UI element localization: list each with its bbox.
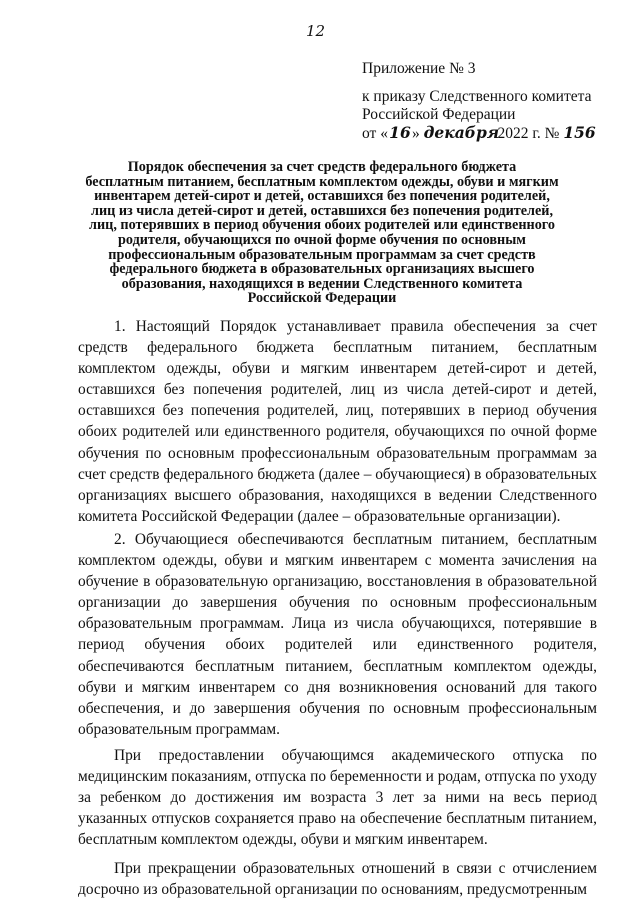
appendix-title: Приложение № 3 [362,60,476,77]
title-line: федерального бюджета в образовательных организациях высшего [109,261,535,278]
date-year: 2022 г. № [497,125,560,142]
date-month-handwritten: декабря [423,123,500,142]
title-line: Российской Федерации [247,290,397,307]
title-line: родителя, обучающихся по очной форме обучения по основным [118,231,526,248]
paragraph-2: 2. Обучающиеся обеспечиваются бесплатным питанием, бесплатным комплектом одежды, обуви и мягким инвентарем с момента зачисления на обучение в образовательную организацию, восстановления в образовательной организации до завершения обучения по основным профессиональным образовательным программам. Лица из числа обучающихся, потерявшие в период обучения обоих родителей или единственного родителя, обеспечиваются бесплатным питанием, бесплатным комплектом одежды, обуви и мягким инвентарем со дня возникновения оснований для такого обеспечения, и до завершения обучения по основным профессиональным образовательным программам. [78,530,597,738]
document-title [78,160,566,306]
appendix-header [362,60,622,143]
date-separator: » [411,125,420,142]
page-number: 12 [306,22,326,40]
date-prefix: от « [362,125,388,142]
paragraph-4: При прекращении образовательных отношений в связи с отчислением досрочно из образовательной организации по основаниям, предусмотренным [78,860,597,899]
title-line: профессиональным образовательным программам за счет средств [108,246,536,263]
appendix-date-line [362,124,622,143]
title-line: лиц из числа детей-сирот и детей, оставшихся без попечения родителей, [90,202,554,219]
title-line: лиц, потерявших в период обучения обоих родителей или единственного [89,217,555,234]
title-line: бесплатным питанием, бесплатным комплектом одежды, обуви и мягким [85,173,559,190]
title-line: образования, находящихся в ведении Следственного комитета [121,275,523,292]
date-day-handwritten: 16 [389,123,411,142]
title-line: Порядок обеспечения за счет средств федерального бюджета [127,159,517,175]
appendix-org-line: Российской Федерации [362,106,516,123]
title-line: инвентарем детей-сирот и детей, оставшихся без попечения родителей, [94,188,550,205]
appendix-order-line: к приказу Следственного комитета [362,88,592,105]
paragraph-3: При предоставлении обучающимся академического отпуска по медицинским показаниям, отпуска по беременности и родам, отпуска по уходу за ребенком до достижения им возраста 3 лет за ними на весь период указанных отпусков сохраняется право на обеспечение бесплатным питанием, бесплатным комплектом одежды, обуви и мягким инвентарем. [78,746,598,849]
paragraph-1: 1. Настоящий Порядок устанавливает правила обеспечения за счет средств федерального бюджета бесплатным питанием, бесплатным комплектом одежды, обуви и мягким инвентарем детей-сирот и детей, оставшихся без попечения родителей, лиц из числа детей-сирот и детей, оставшихся без попечения родителей, лиц, потерявших в период обучения обоих родителей или единственного родителя, обучающихся по очной форме обучения по основным профессиональным образовательным программам за счет средств федерального бюджета (далее – обучающиеся) в образовательных организациях высшего образования, находящихся в ведении Следственного комитета Российской Федерации (далее – образовательные организации). [78,318,598,525]
document-body [78,316,597,901]
order-number-handwritten: 156 [563,123,596,142]
